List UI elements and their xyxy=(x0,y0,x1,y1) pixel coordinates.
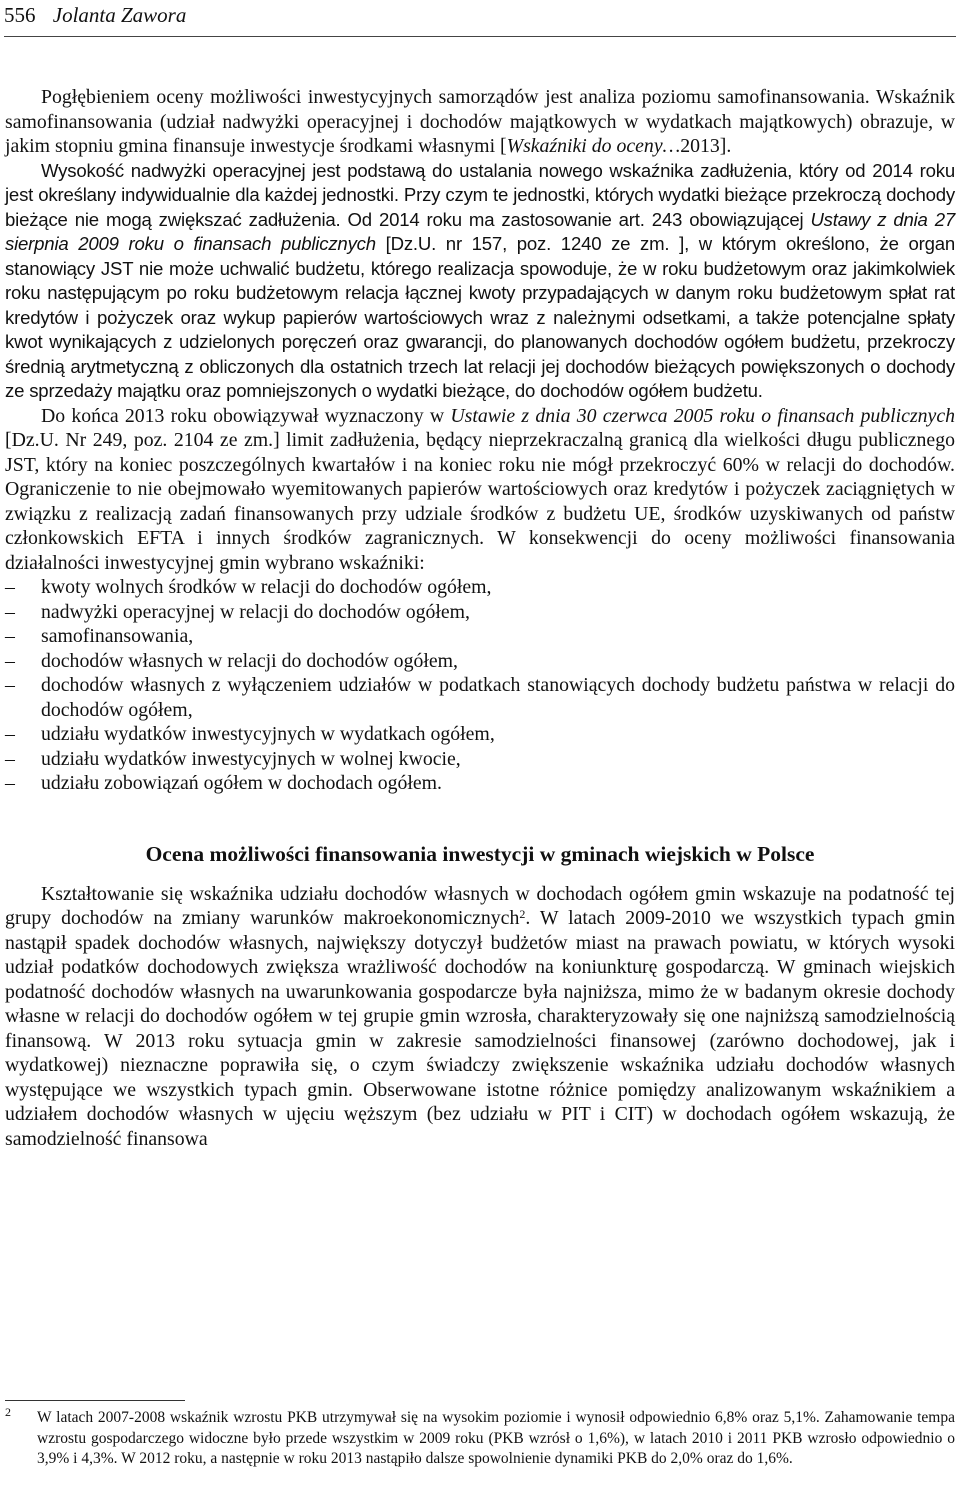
body-text xyxy=(5,85,955,1151)
paragraph-1-end: 2013]. xyxy=(680,135,732,157)
paragraph-3-text-b: [Dz.U. Nr 249, poz. 2104 ze zm.] limit zadłużenia, będący nieprzekraczalną granicą dla wielkości długu publicznego JST, który na koniec poszczególnych kwartałów i na koniec roku nie mógł przekroczyć 60% w relacji do dochodów. Ograniczenie to nie obejmowało wyemitowanych papierów wartościowych oraz kredytów i pożyczek zaciągniętych w związku z realizacją zadań finansowanych przy udziale środków z budżetu UE, środków uzyskiwanych od państw członkowskich EFTA i innych środków zagranicznych. W konsekwencji do oceny możliwości finansowania działalności inwestycyjnej gmin wybrano wskaźniki: xyxy=(5,429,955,574)
paragraph-2 xyxy=(5,159,955,404)
paragraph-4-text-b: . W latach 2009-2010 we wszystkich typach gmin nastąpił spadek dochodów własnych, największy dotyczył budżetów miast na prawach powiatu, w których wysoki udział podatków dochodowych zwiększa wrażliwość dochodów na koniunkturę gospodarczą. W gminach wiejskich podatność dochodów własnych na uwarunkowania gospodarcze była najniższa, mimo że w badanym okresie dochody własne w relacji do dochodów ogółem w tej grupie gmin wzrosła, charakteryzowały się one najniższą samodzielnością finansową. W 2013 roku sytuacja gmin w zakresie samodzielności finansowej (zarówno dochodowej, jak i wydatkowej) nieznaczne poprawiła się, o czym świadczy zwiększenie wskaźnika udziału dochodów własnych występujące we wszystkich typach gmin. Obserwowane istotne różnice pomiędzy analizowanym wskaźnikiem a udziałem dochodów własnych w ujęciu węższym (bez udziału w PIT i CIT) w dochodach ogółem wskazują, że samodzielność finansowa xyxy=(5,907,955,1150)
act-title-italic-2: Ustawie z dnia 30 czerwca 2005 roku o finansach publicznych xyxy=(450,404,955,427)
indicator-list xyxy=(5,575,955,796)
list-item: – samofinansowania, xyxy=(5,624,955,649)
list-item: – nadwyżki operacyjnej w relacji do dochodów ogółem, xyxy=(5,600,955,625)
paragraph-3-text-a: Do końca 2013 roku obowiązywał wyznaczony w xyxy=(41,404,451,427)
footnote-text: W latach 2007-2008 wskaźnik wzrostu PKB utrzymywał się na wysokim poziomie i wynosił odpowiednio 6,8% oraz 5,1%. Zahamowanie tempa wzrostu gospodarczego widoczne było przede wszystkim w 2009 roku (PKB wzrósł o 1,6%), w latach 2010 i 2011 PKB wzrosło odpowiednio o 3,9% i 4,3%. W 2012 roku, a następnie w roku 2013 nastąpiło dalsze spowolnienie dynamiki PKB do 2,0% oraz do 1,6%. xyxy=(37,1409,955,1468)
paragraph-3 xyxy=(5,404,955,576)
list-item: – dochodów własnych z wyłączeniem udziałów w podatkach stanowiących dochody budżetu państwa w relacji do dochodów ogółem, xyxy=(5,673,955,722)
list-item: – kwoty wolnych środków w relacji do dochodów ogółem, xyxy=(5,575,955,600)
paragraph-2-text-b: [Dz.U. nr 157, poz. 1240 ze zm. ], w którym określono, że organ stanowiący JST nie może uchwalić budżetu, którego realizacja spowoduje, że w roku budżetowym oraz jakimkolwiek roku następującym po roku budżetowym relacja łącznej kwoty przypadających w danym roku budżetowym spłat rat kredytów i pożyczek oraz wykup papierów wartościowych wraz z należnymi odsetkami, a także potencjalne spłaty kwot wynikających z udzielonych poręczeń oraz gwarancji, do planowanych dochodów ogółem budżetu, przekroczy średnią arytmetyczną z obliczonych dla ostatnich trzech lat relacji jej dochodów bieżących powiększonych o dochody ze sprzedaży majątku oraz pomniejszonych o wydatki bieżące, do dochodów ogółem budżetu. xyxy=(5,233,955,401)
footnote-number: 2 xyxy=(5,1405,11,1419)
page-number: 556 xyxy=(4,3,36,27)
running-header xyxy=(4,0,956,37)
footnote-separator xyxy=(5,1400,185,1401)
footnote-ref[interactable]: 2 xyxy=(519,907,526,921)
paragraph-1-text: Pogłębieniem oceny możliwości inwestycyjnych samorządów jest analiza poziomu samofinansowania. Wskaźnik samofinansowania (udział nadwyżki operacyjnej i dochodów majątkowych w wydatkach majątkowych) obrazuje, w jakim stopniu gmina finansuje inwestycje środkami własnymi [ xyxy=(5,86,955,157)
list-item: – udziału zobowiązań ogółem w dochodach ogółem. xyxy=(5,771,955,796)
footnote xyxy=(5,1405,955,1470)
paragraph-1 xyxy=(5,85,955,159)
paragraph-4-text-a: Kształtowanie się wskaźnika udziału dochodów własnych w dochodach ogółem gmin wskazuje na podatność tej grupy dochodów na zmiany warunków makroekonomicznych xyxy=(5,882,955,929)
list-item: – dochodów własnych w relacji do dochodów ogółem, xyxy=(5,649,955,674)
paragraph-4 xyxy=(5,882,955,1152)
paragraph-2-text-a: Wysokość nadwyżki operacyjnej jest podstawą do ustalania nowego wskaźnika zadłużenia, który od 2014 roku jest określany indywidualnie dla każdej jednostki. Przy czym te jednostki, których wydatki bieżące przekroczą dochody bieżące nie mogą zwiększać zadłużenia. Od 2014 roku ma zastosowanie art. 243 obowiązującej xyxy=(5,159,955,230)
list-item: – udziału wydatków inwestycyjnych w wydatkach ogółem, xyxy=(5,722,955,747)
act-title-italic: Ustawy z dnia 27 sierpnia 2009 roku o finansach publicznych xyxy=(5,208,955,254)
section-heading: Ocena możliwości finansowania inwestycji w gminach wiejskich w Polsce xyxy=(145,841,815,866)
citation-italic: Wskaźniki do oceny… xyxy=(506,135,681,157)
running-author: Jolanta Zawora xyxy=(52,3,187,27)
list-item: – udziału wydatków inwestycyjnych w wolnej kwocie, xyxy=(5,747,955,772)
